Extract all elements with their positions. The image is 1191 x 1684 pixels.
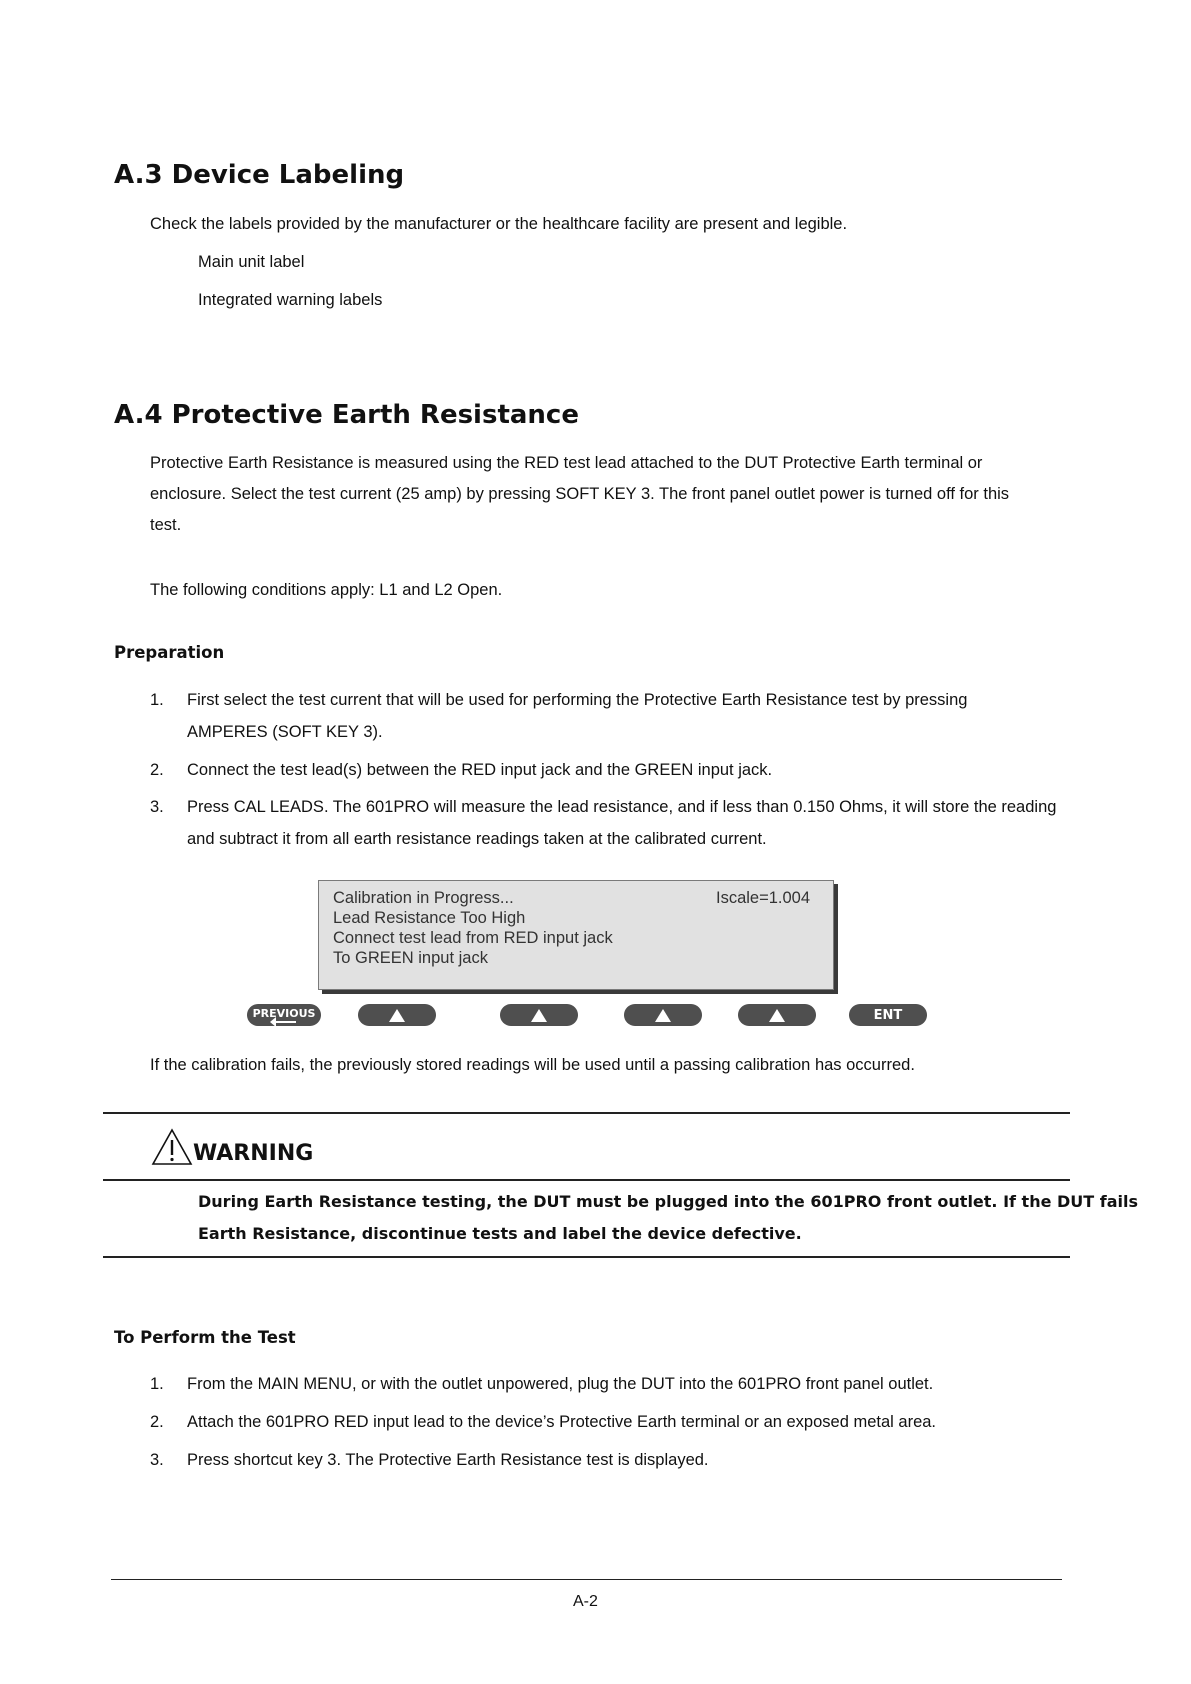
soft-key-2[interactable]: [500, 1004, 578, 1026]
list-item: 1. First select the test current that will be used for performing the Protective Earth Resistance test by pressing: [150, 691, 968, 709]
soft-key-1[interactable]: [358, 1004, 436, 1026]
triangle-up-icon: [655, 1009, 671, 1022]
conditions-text: The following conditions apply: L1 and L2 Open.: [150, 581, 503, 599]
triangle-up-icon: [531, 1009, 547, 1022]
previous-key[interactable]: PREVIOUS: [247, 1004, 321, 1026]
list-item: 2. Connect the test lead(s) between the RED input jack and the GREEN input jack.: [150, 761, 773, 779]
list-item: 3. Press CAL LEADS. The 601PRO will measure the lead resistance, and if less than 0.150 Ohms, it will store the reading: [150, 798, 1057, 816]
section-a3-intro: Check the labels provided by the manufacturer or the healthcare facility are present and legible.: [150, 215, 848, 233]
ent-key[interactable]: ENT: [849, 1004, 927, 1026]
lcd-line-4: To GREEN input jack: [333, 949, 488, 967]
lcd-line-1: Calibration in Progress...: [333, 889, 514, 907]
footer-rule: [111, 1579, 1062, 1580]
list-item-continuation: and subtract it from all earth resistance readings taken at the calibrated current.: [187, 830, 767, 848]
label-item: Integrated warning labels: [198, 291, 383, 309]
section-a4-title: A.4 Protective Earth Resistance: [114, 400, 579, 430]
label-item: Main unit label: [198, 253, 305, 271]
lcd-display: [318, 880, 834, 990]
warning-title: WARNING: [193, 1141, 314, 1166]
list-item: 3. Press shortcut key 3. The Protective Earth Resistance test is displayed.: [150, 1451, 709, 1469]
warning-top-rule: [103, 1112, 1070, 1114]
triangle-up-icon: [769, 1009, 785, 1022]
section-a3-title: A.3 Device Labeling: [114, 160, 405, 190]
warning-body: During Earth Resistance testing, the DUT must be plugged into the 601PRO front outlet. If the DUT fails Earth Resistance, discontinue tests and label the device defective.: [198, 1192, 1139, 1243]
warning-mid-rule: [103, 1179, 1070, 1181]
soft-key-3[interactable]: [624, 1004, 702, 1026]
list-item: 1. From the MAIN MENU, or with the outlet unpowered, plug the DUT into the 601PRO front panel outlet.: [150, 1375, 934, 1393]
lcd-line-2: Lead Resistance Too High: [333, 909, 526, 927]
list-item: 2. Attach the 601PRO RED input lead to the device’s Protective Earth terminal or an exposed metal area.: [150, 1413, 937, 1431]
arrow-left-icon: [272, 1021, 296, 1023]
soft-key-4[interactable]: [738, 1004, 816, 1026]
perform-heading: To Perform the Test: [114, 1328, 296, 1347]
preparation-heading: Preparation: [114, 643, 225, 662]
calibration-note: If the calibration fails, the previously stored readings will be used until a passing calibration has occurred.: [150, 1056, 915, 1074]
lcd-iscale: Iscale=1.004: [716, 889, 811, 907]
list-item-continuation: AMPERES (SOFT KEY 3).: [187, 723, 383, 741]
page-number: A-2: [573, 1593, 598, 1610]
section-a4-paragraph: Protective Earth Resistance is measured using the RED test lead attached to the DUT Protective Earth terminal or enclosure. Select the test current (25 amp) by pressing SOFT KEY 3. The front panel outlet power is turned off for this test.: [150, 454, 1010, 534]
triangle-up-icon: [389, 1009, 405, 1022]
warning-triangle-icon: [151, 1128, 193, 1166]
lcd-line-3: Connect test lead from RED input jack: [333, 929, 613, 947]
warning-bottom-rule: [103, 1256, 1070, 1258]
warning-header: [151, 1128, 313, 1166]
